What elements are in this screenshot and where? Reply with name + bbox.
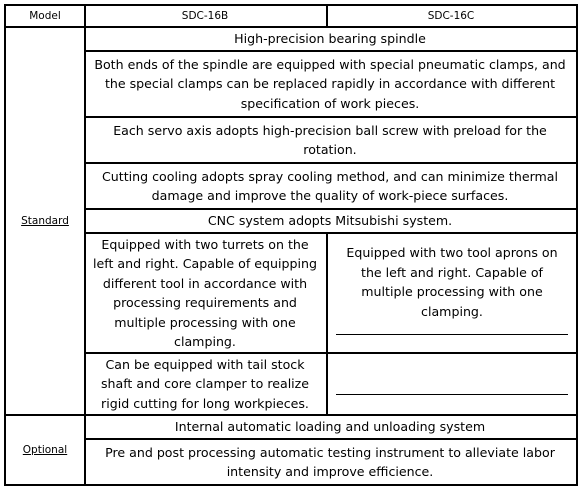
model-column-divider-body <box>326 232 328 414</box>
section-divider <box>6 414 576 416</box>
row-divider-1 <box>84 50 576 52</box>
tailstock-sdc16c-cell <box>328 354 576 394</box>
testing-instrument-text: Pre and post processing automatic testing instrument to alleviate labor intensity and improve efficience. <box>105 444 555 479</box>
optional-row-divider <box>84 438 576 440</box>
row-divider-3 <box>84 162 576 164</box>
row-divider-2 <box>84 116 576 118</box>
optional-label: Optional <box>22 444 68 456</box>
split-row-divider <box>84 352 576 354</box>
aprons-spec-cell <box>328 234 576 330</box>
model-column-divider-header <box>326 6 328 26</box>
model-sdc16c-label: SDC-16C <box>427 10 475 22</box>
model-sdc16b-header <box>84 6 326 26</box>
cnc-spec-text: CNC system adopts Mitsubishi system. <box>207 213 453 229</box>
row-divider-5 <box>84 232 576 234</box>
clamp-spec-cell <box>84 52 576 116</box>
header-divider <box>6 26 576 28</box>
tailstock-spec-cell <box>86 354 324 414</box>
row-divider-4 <box>84 208 576 210</box>
cooling-spec-text: Cutting cooling adopts spray cooling method, and can minimize thermal damage and improve the quality of work-piece surfaces. <box>101 168 559 203</box>
clamp-spec-text: Both ends of the spindle are equipped with special pneumatic clamps, and the special clamps can be replaced rapidly in accordance with different specification of work pieces. <box>94 56 566 111</box>
optional-section-label <box>6 416 84 484</box>
loading-system-cell <box>84 416 576 438</box>
section-column-divider <box>84 6 86 484</box>
model-sdc16c-header <box>326 6 576 26</box>
tailstock-sdc16c-underline <box>336 394 568 395</box>
model-label: Model <box>29 10 61 22</box>
spec-table <box>4 4 578 486</box>
spindle-spec-cell <box>84 28 576 50</box>
cooling-spec-cell <box>84 164 576 208</box>
aprons-spec-text: Equipped with two tool aprons on the left and right. Capable of multiple processing with one clamping. <box>346 245 558 319</box>
standard-label: Standard <box>21 215 69 227</box>
standard-section-label <box>6 28 84 414</box>
turrets-spec-cell <box>86 234 324 352</box>
tailstock-spec-text: Can be equipped with tail stock shaft and core clamper to realize rigid cutting for long workpieces. <box>100 356 310 411</box>
ballscrew-spec-text: Each servo axis adopts high-precision ball screw with preload for the rotation. <box>113 122 547 157</box>
spindle-spec-text: High-precision bearing spindle <box>234 31 426 47</box>
aprons-underline <box>336 334 568 335</box>
testing-instrument-cell <box>84 440 576 484</box>
turrets-spec-text: Equipped with two turrets on the left and right. Capable of equipping different tool in accordance with processing requirements and multiple processing with one clamping. <box>93 236 317 349</box>
ballscrew-spec-cell <box>84 118 576 162</box>
cnc-spec-cell <box>84 210 576 232</box>
model-sdc16b-label: SDC-16B <box>181 10 229 22</box>
model-header-cell <box>6 6 84 26</box>
loading-system-text: Internal automatic loading and unloading system <box>174 419 486 435</box>
